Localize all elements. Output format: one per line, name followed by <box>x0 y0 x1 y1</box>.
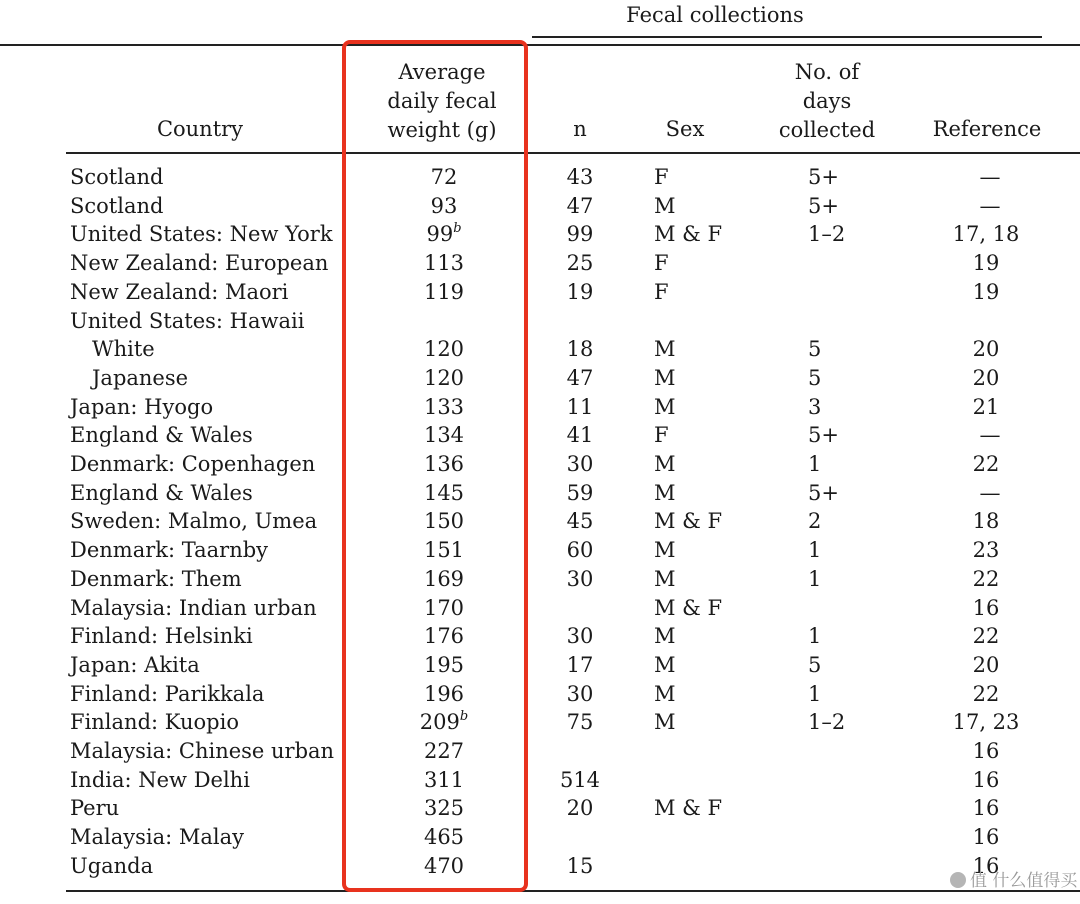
cell-days <box>808 567 868 591</box>
cell-reference <box>930 739 1042 763</box>
cell-n <box>550 624 610 648</box>
cell-reference <box>930 395 1042 419</box>
cell-reference-text: 23 <box>972 538 1000 563</box>
cell-days <box>808 366 868 390</box>
cell-n-text: 514 <box>559 767 601 792</box>
cell-reference <box>934 194 1046 218</box>
column-header-days-line: collected <box>778 118 876 142</box>
cell-country <box>92 337 382 361</box>
cell-reference <box>934 423 1046 447</box>
cell-weight-text: 151 <box>423 538 465 563</box>
cell-country-text: New Zealand: Maori <box>70 279 289 304</box>
cell-country <box>70 653 360 677</box>
cell-n <box>550 796 610 820</box>
top-rule <box>0 44 1080 46</box>
cell-days <box>808 423 868 447</box>
cell-reference-text: 16 <box>972 796 1000 821</box>
cell-days <box>808 165 868 189</box>
cell-weight-text: 176 <box>423 624 465 649</box>
cell-weight-text: 120 <box>423 337 465 362</box>
cell-n-text: 41 <box>566 423 594 448</box>
cell-reference-text: 16 <box>972 825 1000 850</box>
cell-sex-text: M <box>654 681 676 706</box>
cell-country <box>70 481 360 505</box>
cell-sex-text: M <box>654 710 676 735</box>
cell-weight-text: 150 <box>423 509 465 534</box>
cell-days <box>808 624 868 648</box>
cell-sex-text: M & F <box>654 222 723 247</box>
cell-country-text: United States: New York <box>70 222 333 247</box>
cell-reference-text: 20 <box>972 652 1000 677</box>
cell-sex-text: F <box>654 279 669 304</box>
cell-n <box>550 395 610 419</box>
cell-country-text: Finland: Parikkala <box>70 681 265 706</box>
cell-weight-text: 325 <box>423 796 465 821</box>
cell-n <box>550 567 610 591</box>
cell-days-text: 3 <box>808 394 822 419</box>
cell-n-text: 43 <box>566 165 594 189</box>
cell-reference-text: 22 <box>972 681 1000 706</box>
cell-country-text: Scotland <box>70 193 164 218</box>
cell-reference <box>930 280 1042 304</box>
cell-country-text: Malaysia: Malay <box>70 825 245 850</box>
cell-sex-text: M <box>654 538 676 563</box>
cell-reference <box>930 251 1042 275</box>
cell-country-text: Denmark: Taarnby <box>70 538 269 563</box>
cell-n <box>550 337 610 361</box>
cell-n-text: 47 <box>566 365 594 390</box>
cell-country <box>70 194 360 218</box>
cell-days <box>808 653 868 677</box>
watermark <box>950 870 1077 892</box>
cell-days-text: 5 <box>808 365 822 390</box>
cell-reference <box>930 624 1042 648</box>
cell-n <box>550 682 610 706</box>
column-header-weight-line: daily fecal <box>387 89 497 113</box>
watermark-logo-icon <box>950 872 966 888</box>
cell-sex <box>654 710 754 734</box>
cell-country-text: England & Wales <box>70 480 253 505</box>
cell-country <box>70 509 360 533</box>
cell-n-text: 25 <box>566 251 594 276</box>
cell-reference-text: 19 <box>972 251 1000 276</box>
cell-n-text: 59 <box>566 480 594 505</box>
cell-n-text: 30 <box>566 624 594 649</box>
cell-country <box>70 567 360 591</box>
cell-reference-text: — <box>979 193 1001 218</box>
cell-country <box>70 624 360 648</box>
cell-days-text: 5 <box>808 337 822 362</box>
cell-sex-text: M <box>654 365 676 390</box>
cell-sex-text: M <box>654 337 676 362</box>
cell-sex <box>654 423 754 447</box>
cell-n-text: 30 <box>566 566 594 591</box>
cell-n <box>550 538 610 562</box>
bottom-rule <box>66 890 1080 892</box>
cell-sex-text: F <box>654 251 669 276</box>
cell-weight-text: 470 <box>423 853 465 878</box>
cell-country <box>70 739 360 763</box>
cell-country <box>70 452 360 476</box>
cell-n-text: 20 <box>566 796 594 821</box>
cell-weight-text: 170 <box>423 595 465 620</box>
cell-reference <box>930 596 1042 620</box>
cell-days-text: 1–2 <box>808 710 846 735</box>
cell-sex <box>654 165 754 189</box>
cell-weight-text: 209 <box>419 710 460 735</box>
cell-country <box>70 280 360 304</box>
cell-reference-text: 18 <box>972 509 1000 534</box>
group-header-rule <box>532 36 1042 38</box>
cell-days <box>808 538 868 562</box>
cell-country-text: Sweden: Malmo, Umea <box>70 509 318 534</box>
cell-country-text: Japanese <box>92 365 189 390</box>
cell-n-text: 60 <box>566 538 594 563</box>
cell-weight-text: 119 <box>423 279 465 304</box>
cell-days <box>808 509 868 533</box>
cell-days <box>808 452 868 476</box>
cell-weight-text: 465 <box>423 825 465 850</box>
cell-days-text: 1 <box>808 624 822 649</box>
cell-n <box>550 366 610 390</box>
cell-n-text: 11 <box>566 394 594 419</box>
cell-days-text: 5+ <box>808 480 839 505</box>
cell-reference-text: — <box>979 165 1001 189</box>
cell-sex <box>654 509 754 533</box>
cell-reference <box>930 796 1042 820</box>
cell-days <box>808 481 868 505</box>
cell-country <box>70 825 360 849</box>
cell-weight-text: 133 <box>423 394 465 419</box>
cell-sex <box>654 395 754 419</box>
cell-reference <box>930 222 1042 246</box>
cell-weight-text: 311 <box>423 767 465 792</box>
cell-sex <box>654 251 754 275</box>
cell-n-text: 45 <box>566 509 594 534</box>
cell-days-text: 1 <box>808 538 822 563</box>
cell-weight-text: 227 <box>423 739 465 763</box>
cell-days-text: 5+ <box>808 165 839 189</box>
cell-days-text: 5 <box>808 652 822 677</box>
cell-country-text: Scotland <box>70 165 164 189</box>
cell-n <box>550 423 610 447</box>
cell-n <box>550 280 610 304</box>
cell-country-text: White <box>92 337 155 362</box>
cell-country-text: United States: Hawaii <box>70 308 305 333</box>
cell-sex <box>654 796 754 820</box>
cell-sex-text: M & F <box>654 796 723 821</box>
cell-weight-text: 93 <box>430 193 458 218</box>
cell-sex-text: M & F <box>654 509 723 534</box>
cell-reference-text: 22 <box>972 566 1000 591</box>
cell-country <box>70 165 360 189</box>
cell-country <box>70 710 360 734</box>
cell-n <box>550 452 610 476</box>
cell-reference <box>930 538 1042 562</box>
footnote-marker: b <box>459 709 469 725</box>
cell-weight-text: 169 <box>423 566 465 591</box>
cell-days-text: 1 <box>808 452 822 476</box>
cell-country-text: Denmark: Them <box>70 566 242 591</box>
cell-reference-text: 22 <box>972 452 1000 476</box>
cell-country <box>70 309 360 333</box>
cell-n-text: 19 <box>566 279 594 304</box>
group-header-fecal-collections: Fecal collections <box>626 3 804 27</box>
column-header-days-line: days <box>802 89 852 113</box>
cell-days <box>808 222 868 246</box>
cell-days <box>808 194 868 218</box>
header-bottom-rule <box>66 152 1080 154</box>
cell-weight-text: 195 <box>423 652 465 677</box>
cell-n <box>550 509 610 533</box>
footnote-marker: b <box>453 221 462 237</box>
cell-country-text: Denmark: Copenhagen <box>70 452 316 476</box>
column-header-weight-line: weight (g) <box>387 118 497 142</box>
cell-n <box>550 194 610 218</box>
cell-sex <box>654 194 754 218</box>
cell-n <box>550 222 610 246</box>
cell-reference <box>930 825 1042 849</box>
cell-days <box>808 337 868 361</box>
cell-reference <box>930 710 1042 734</box>
cell-sex <box>654 682 754 706</box>
cell-reference <box>934 165 1046 189</box>
cell-sex <box>654 366 754 390</box>
cell-reference <box>930 337 1042 361</box>
watermark-text: 值 什么值得买 <box>970 871 1078 891</box>
cell-country-text: India: New Delhi <box>70 767 250 792</box>
cell-reference <box>930 768 1042 792</box>
cell-weight-text: 113 <box>423 251 465 276</box>
cell-country <box>70 596 360 620</box>
cell-reference-text: 16 <box>972 595 1000 620</box>
column-header-sex: Sex <box>665 117 705 141</box>
cell-reference-text: 20 <box>972 365 1000 390</box>
column-header-reference: Reference <box>932 117 1042 141</box>
cell-country <box>70 854 360 878</box>
cell-days-text: 1 <box>808 566 822 591</box>
cell-sex <box>654 280 754 304</box>
cell-country <box>70 395 360 419</box>
column-header-country: Country <box>156 117 244 141</box>
cell-n <box>550 165 610 189</box>
cell-n-text: 17 <box>566 652 594 677</box>
cell-n-text: 99 <box>566 222 594 247</box>
cell-country <box>70 222 360 246</box>
cell-country <box>70 251 360 275</box>
cell-country <box>70 682 360 706</box>
cell-country-text: Malaysia: Chinese urban <box>70 739 335 763</box>
cell-country <box>70 796 360 820</box>
cell-reference-text: 16 <box>972 767 1000 792</box>
cell-n <box>550 710 610 734</box>
cell-country-text: Peru <box>70 796 120 821</box>
cell-sex-text: M <box>654 452 676 476</box>
cell-weight-text: 72 <box>430 165 458 189</box>
cell-reference <box>930 653 1042 677</box>
cell-country-text: Japan: Hyogo <box>70 394 214 419</box>
cell-sex <box>654 538 754 562</box>
cell-country <box>92 366 382 390</box>
cell-weight-text: 134 <box>423 423 465 448</box>
cell-n <box>550 854 610 878</box>
cell-sex-text: M <box>654 566 676 591</box>
cell-sex <box>654 653 754 677</box>
cell-reference-text: — <box>979 423 1001 448</box>
cell-n <box>550 481 610 505</box>
cell-reference <box>930 366 1042 390</box>
cell-weight-text: 99 <box>426 222 454 247</box>
cell-sex-text: M <box>654 624 676 649</box>
cell-weight-text: 196 <box>423 681 465 706</box>
cell-reference-text: 17, 23 <box>952 710 1020 735</box>
cell-n-text: 47 <box>566 193 594 218</box>
cell-sex-text: M & F <box>654 595 723 620</box>
cell-country <box>70 768 360 792</box>
cell-days <box>808 682 868 706</box>
cell-country-text: England & Wales <box>70 423 253 448</box>
cell-n-text: 30 <box>566 681 594 706</box>
cell-sex-text: M <box>654 394 676 419</box>
cell-n <box>550 251 610 275</box>
cell-days-text: 1–2 <box>808 222 846 247</box>
cell-days-text: 5+ <box>808 193 839 218</box>
cell-reference-text: 21 <box>972 394 1000 419</box>
cell-sex <box>654 624 754 648</box>
cell-n <box>550 768 610 792</box>
cell-country-text: Japan: Akita <box>70 652 200 677</box>
cell-n-text: 30 <box>566 452 594 476</box>
cell-reference-text: 16 <box>972 853 1000 878</box>
cell-sex <box>654 222 754 246</box>
cell-reference-text: — <box>979 480 1001 505</box>
cell-reference-text: 17, 18 <box>952 222 1020 247</box>
cell-country-text: Malaysia: Indian urban <box>70 595 317 620</box>
column-header-weight-line: Average <box>398 60 486 84</box>
cell-days <box>808 395 868 419</box>
cell-days-text: 2 <box>808 509 822 534</box>
cell-reference-text: 19 <box>972 279 1000 304</box>
cell-sex <box>654 452 754 476</box>
cell-country-text: Finland: Helsinki <box>70 624 253 649</box>
cell-reference-text: 20 <box>972 337 1000 362</box>
cell-country-text: Uganda <box>70 853 154 878</box>
cell-sex <box>654 481 754 505</box>
column-header-days <box>762 58 892 145</box>
cell-sex-text: M <box>654 480 676 505</box>
cell-days-text: 5+ <box>808 423 839 448</box>
cell-reference <box>934 481 1046 505</box>
cell-sex <box>654 596 754 620</box>
weight-column-highlight-box <box>342 40 528 892</box>
cell-n-text: 15 <box>566 853 594 878</box>
cell-n <box>550 653 610 677</box>
column-header-n: n <box>573 117 587 141</box>
cell-days <box>808 710 868 734</box>
cell-reference-text: 16 <box>972 739 1000 763</box>
cell-reference <box>930 509 1042 533</box>
column-header-days-line: No. of <box>794 60 860 84</box>
cell-n-text: 75 <box>566 710 594 735</box>
cell-weight-text: 145 <box>423 480 465 505</box>
cell-days-text: 1 <box>808 681 822 706</box>
cell-reference <box>930 452 1042 476</box>
cell-sex <box>654 567 754 591</box>
cell-reference <box>930 682 1042 706</box>
cell-country-text: New Zealand: European <box>70 251 329 276</box>
cell-sex-text: M <box>654 193 676 218</box>
cell-reference-text: 22 <box>972 624 1000 649</box>
cell-country-text: Finland: Kuopio <box>70 710 239 735</box>
cell-n-text: 18 <box>566 337 594 362</box>
cell-sex-text: F <box>654 165 669 189</box>
cell-country <box>70 538 360 562</box>
cell-sex-text: M <box>654 652 676 677</box>
cell-country <box>70 423 360 447</box>
cell-sex-text: F <box>654 423 669 448</box>
cell-weight-text: 120 <box>423 365 465 390</box>
cell-weight-text: 136 <box>423 452 465 476</box>
cell-reference <box>930 567 1042 591</box>
cell-sex <box>654 337 754 361</box>
